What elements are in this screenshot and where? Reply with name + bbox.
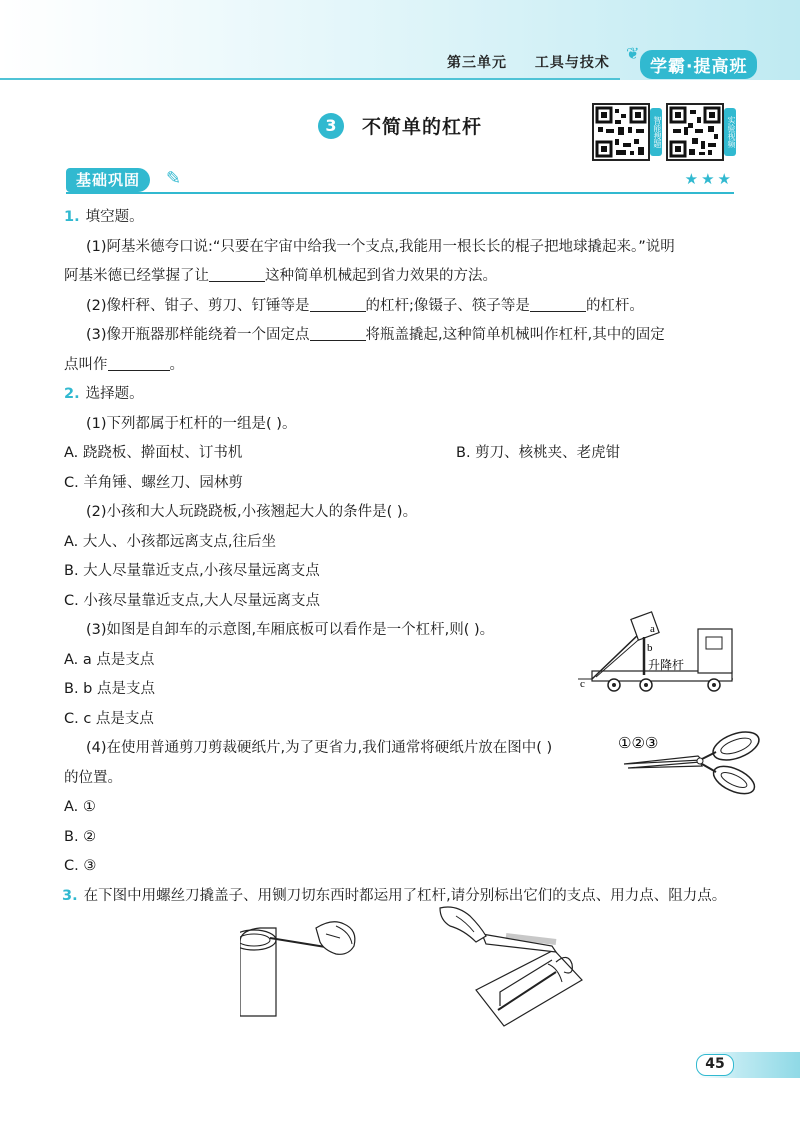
truck-label-b: b [647, 642, 653, 654]
page-number: 45 [696, 1054, 734, 1076]
q2-sub4-cont: 的位置。 [64, 769, 122, 786]
text-segment: 阿基米德已经掌握了让 [64, 268, 209, 284]
text-segment: 的杠杆。 [585, 297, 644, 314]
qr-tag-video: 实验视频 [724, 108, 736, 156]
brand-logo [626, 44, 800, 80]
unit-label: 第三单元 [447, 55, 507, 71]
header-rule [0, 78, 620, 80]
text-segment: 。 [169, 356, 184, 373]
lesson-number: 3 [318, 113, 344, 139]
q1-sub3-line2 [64, 351, 744, 381]
exercise-content [64, 203, 744, 911]
option-c[interactable]: C. ③ [64, 858, 97, 874]
qr-code-icon[interactable] [592, 103, 650, 161]
option-b[interactable]: B. 大人尽量靠近支点,小孩尽量远离支点 [64, 563, 320, 579]
option-b[interactable]: B. b 点是支点 [64, 681, 155, 697]
question-text: 在下图中用螺丝刀撬盖子、用铡刀切东西时都运用了杠杆,请分别标出它们的支点、用力点、阻力点。 [83, 887, 727, 904]
cutter-figure [436, 906, 584, 1030]
option-a[interactable]: A. a 点是支点 [64, 651, 155, 668]
leaf-icon: ❦ [626, 44, 640, 63]
option-a[interactable]: A. 跷跷板、擀面杖、订书机 [64, 445, 243, 461]
option-a[interactable]: A. 大人、小孩都远离支点,往后坐 [64, 533, 276, 550]
truck-label-c: c [580, 678, 585, 690]
text-segment: 将瓶盖撬起,这种简单机械叫作杠杆,其中的固定 [365, 327, 665, 343]
section-header [66, 168, 734, 194]
qr-code-icon[interactable] [666, 103, 724, 161]
question-number: 3. [62, 887, 78, 904]
qr-tag-search: 智能搜题 [650, 108, 662, 156]
screwdriver-lid-figure [240, 910, 370, 1020]
section-underline [66, 192, 734, 194]
question-3 [62, 882, 744, 912]
truck-label-a: a [650, 623, 655, 635]
running-header [447, 52, 632, 72]
answer-blank[interactable] [310, 323, 366, 341]
q2-sub1: (1)下列都属于杠杆的一组是( )。 [86, 415, 297, 432]
q2-sub1-options [64, 439, 744, 469]
answer-blank[interactable] [108, 353, 170, 371]
answer-blank[interactable] [209, 264, 265, 282]
lift-rod-label: 升降杆 [648, 658, 685, 672]
topic-label: 工具与技术 [534, 55, 610, 71]
position-markers: ①②③ [618, 734, 659, 752]
option-b[interactable]: B. ② [64, 828, 97, 845]
q1-sub3-line1 [64, 321, 744, 351]
question-title: 选择题。 [85, 386, 144, 402]
question-2-title [64, 380, 744, 410]
q2-sub3: (3)如图是自卸车的示意图,车厢底板可以看作是一个杠杆,则( )。 [86, 622, 495, 638]
option-b[interactable]: B. 剪刀、核桃夹、老虎钳 [456, 445, 621, 461]
difficulty-stars: ★★★ [684, 170, 734, 188]
text-segment: (3)像开瓶器那样能绕着一个固定点 [86, 327, 310, 343]
question-title: 填空题。 [85, 209, 144, 225]
q1-sub2 [64, 292, 744, 322]
text-segment: 点叫作 [64, 356, 108, 373]
q1-sub1-line2 [64, 262, 744, 292]
dump-truck-figure [578, 607, 738, 695]
option-c[interactable]: C. 小孩尽量靠近支点,大人尽量远离支点 [64, 592, 320, 609]
scissors-figure [618, 726, 768, 796]
pencil-icon: ✎ [166, 168, 182, 189]
section-label: 基础巩固 [66, 168, 150, 192]
option-a[interactable]: A. ① [64, 799, 96, 815]
q1-sub1-line1: (1)阿基米德夸口说:“只要在宇宙中给我一个支点,我能用一根长长的棍子把地球撬起来。”说明 [86, 238, 675, 255]
q2-sub4: (4)在使用普通剪刀剪裁硬纸片,为了更省力,我们通常将硬纸片放在图中( ) [86, 740, 553, 756]
q2-sub2: (2)小孩和大人玩跷跷板,小孩翘起大人的条件是( )。 [86, 504, 418, 520]
brand-name: 学霸·提高班 [640, 50, 757, 79]
text-segment: 的杠杆;像镊子、筷子等是 [365, 297, 530, 314]
text-segment: (2)像杆秤、钳子、剪刀、钉锤等是 [86, 297, 310, 314]
answer-blank[interactable] [310, 294, 366, 312]
option-c[interactable]: C. 羊角锤、螺丝刀、园林剪 [64, 474, 243, 491]
text-segment: 这种简单机械起到省力效果的方法。 [265, 268, 497, 284]
lesson-name: 不简单的杠杆 [362, 116, 483, 138]
answer-blank[interactable] [530, 294, 586, 312]
question-number: 1. [64, 209, 80, 225]
question-number: 2. [64, 386, 80, 402]
question-1-title [64, 203, 744, 233]
option-c[interactable]: C. c 点是支点 [64, 710, 154, 727]
lesson-title [318, 112, 482, 139]
